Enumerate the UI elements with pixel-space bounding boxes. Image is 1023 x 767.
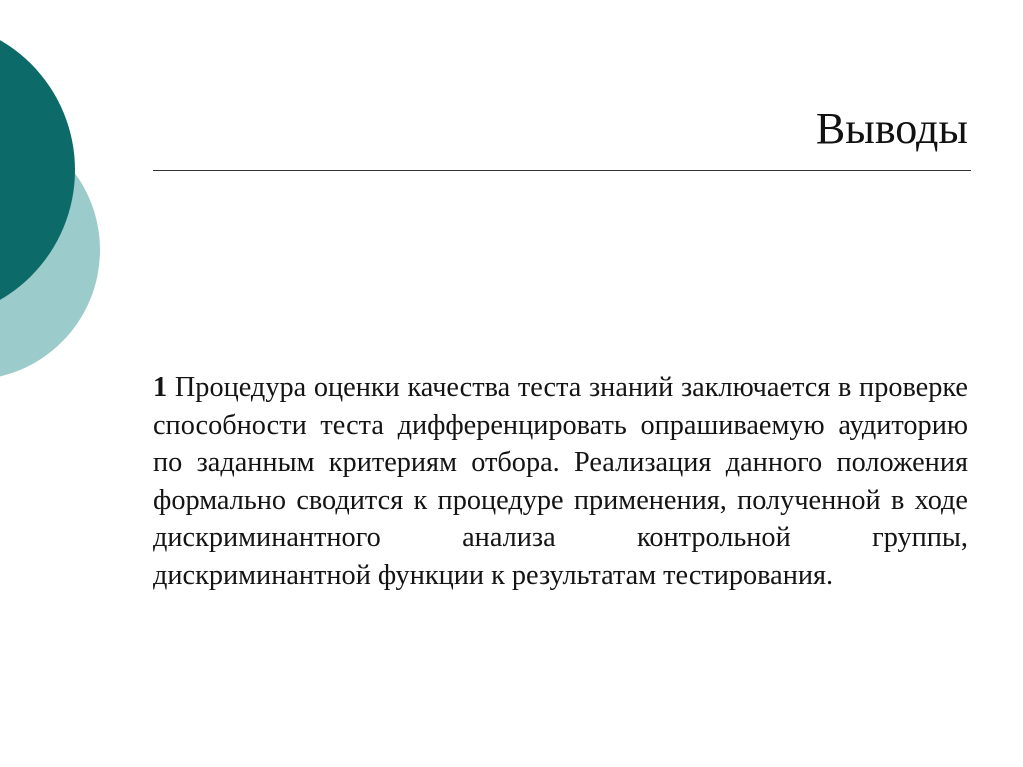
decorative-circles: [0, 0, 110, 400]
conclusion-paragraph: [153, 369, 968, 595]
title-divider: [153, 170, 971, 171]
paragraph-text: Процедура оценки качества теста знаний заключается в проверке способности теста дифференцировать опрашиваемую аудиторию по заданным критериям отбора. Реализация данного положения формально сводится к процедуре применения, полученной в ходе дискриминантного анализа контрольной группы, дискриминантной функции к результатам тестирования.: [153, 372, 968, 591]
item-number: 1: [153, 372, 168, 403]
slide-title: Выводы: [815, 104, 968, 153]
